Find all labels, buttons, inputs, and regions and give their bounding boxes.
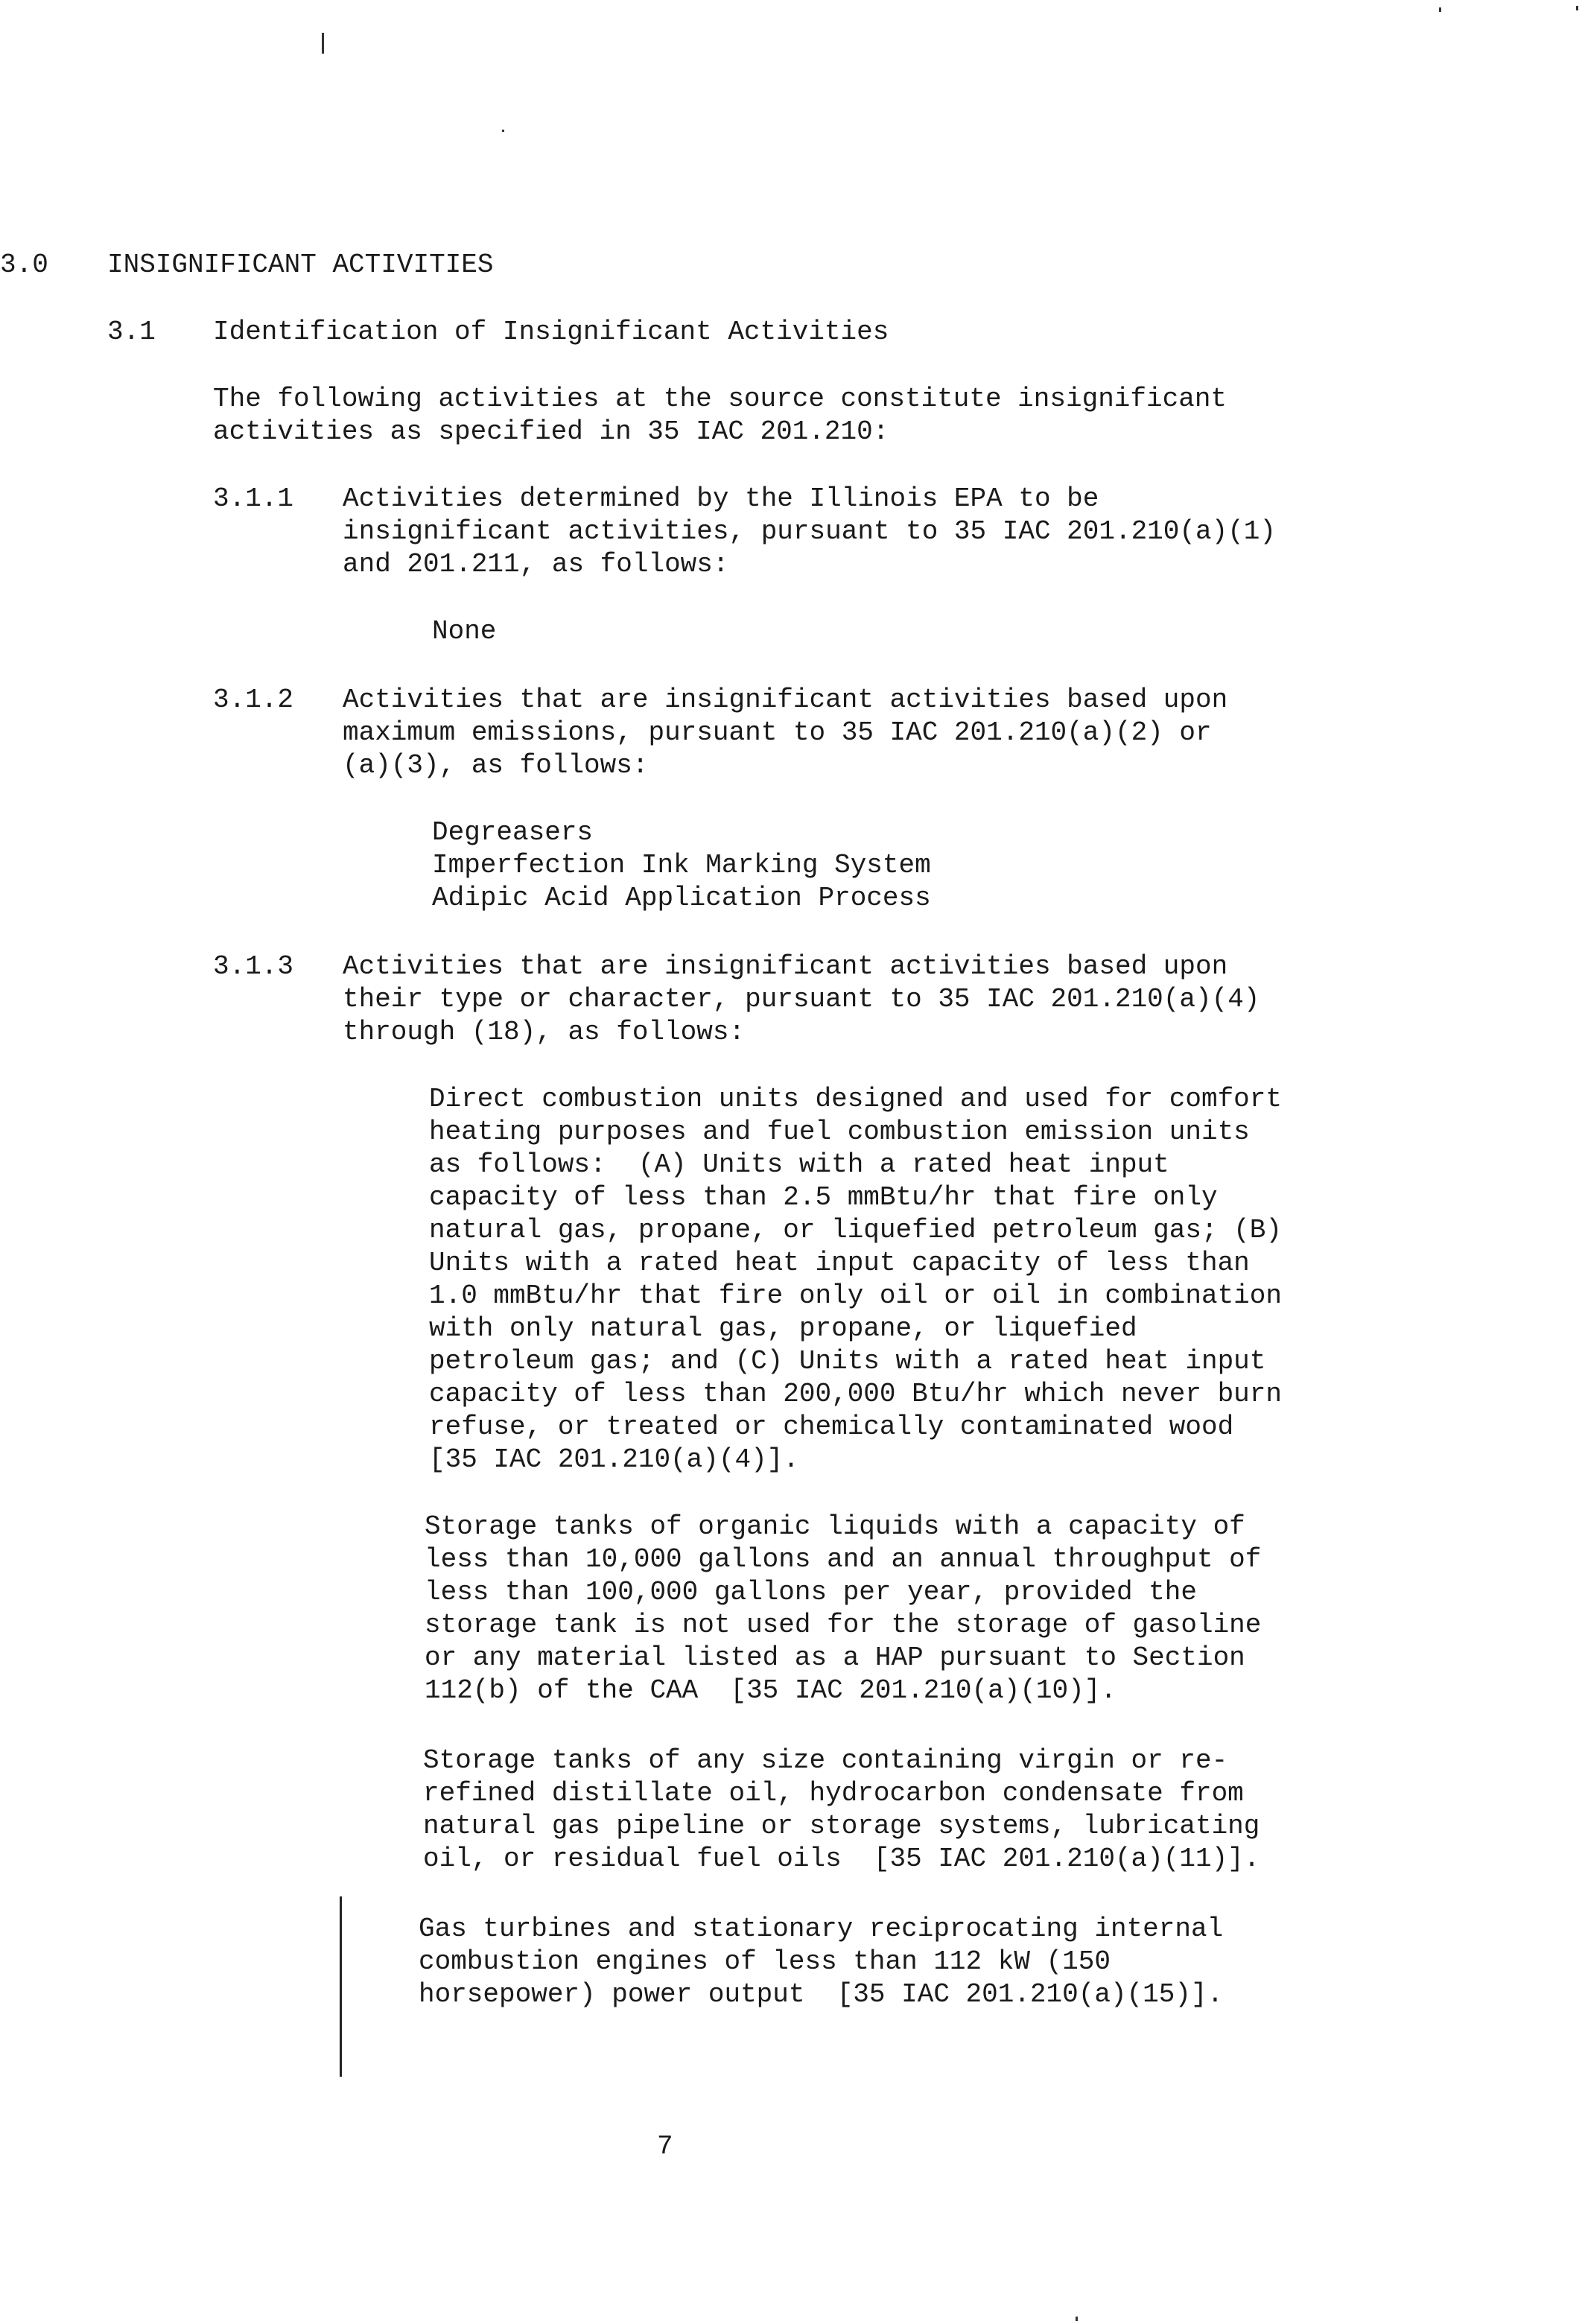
paragraph-line: as follows: (A) Units with a rated heat input xyxy=(429,1149,1169,1180)
item-number: 3.1.2 xyxy=(213,685,294,715)
paragraph-line: Direct combustion units designed and used for comfort xyxy=(429,1084,1282,1114)
item-text-line: and 201.211, as follows: xyxy=(343,549,729,580)
paragraph-distillate-storage-tanks xyxy=(423,1744,1260,1876)
paragraph-line: capacity of less than 2.5 mmBtu/hr that fire only xyxy=(429,1182,1218,1213)
paragraph-line: less than 10,000 gallons and an annual throughput of xyxy=(425,1544,1262,1575)
paragraph-line: combustion engines of less than 112 kW (150 xyxy=(419,1946,1111,1977)
section-number: 3.0 xyxy=(0,250,48,280)
paragraph-combustion-units xyxy=(429,1083,1282,1476)
paragraph-organic-storage-tanks xyxy=(425,1511,1261,1707)
paragraph-line: Storage tanks of organic liquids with a capacity of xyxy=(425,1511,1245,1542)
scan-mark xyxy=(1076,2317,1078,2321)
paragraph-line: Units with a rated heat input capacity of less than xyxy=(429,1248,1250,1278)
item-text xyxy=(343,950,1260,1049)
paragraph-line: 112(b) of the CAA [35 IAC 201.210(a)(10)]. xyxy=(425,1675,1117,1706)
paragraph-line: natural gas, propane, or liquefied petroleum gas; (B) xyxy=(429,1215,1282,1245)
paragraph-line: horsepower) power output [35 IAC 201.210(a)(15)]. xyxy=(419,1979,1224,2010)
paragraph-line: heating purposes and fuel combustion emission units xyxy=(429,1117,1250,1147)
list-item: None xyxy=(432,616,497,647)
scan-mark xyxy=(1576,6,1578,10)
scan-mark xyxy=(1439,7,1441,12)
item-text-line: their type or character, pursuant to 35 IAC 201.210(a)(4) xyxy=(343,984,1260,1015)
intro-paragraph xyxy=(213,383,1227,448)
paragraph-line: less than 100,000 gallons per year, provided the xyxy=(425,1577,1197,1607)
scan-mark xyxy=(502,130,504,132)
paragraph-line: storage tank is not used for the storage of gasoline xyxy=(425,1610,1262,1640)
intro-line: activities as specified in 35 IAC 201.210: xyxy=(213,416,889,447)
subsection-title: Identification of Insignificant Activities xyxy=(213,317,889,347)
activity-list xyxy=(432,816,931,915)
item-text-line: maximum emissions, pursuant to 35 IAC 201.210(a)(2) or xyxy=(343,717,1212,748)
scan-mark xyxy=(322,33,324,54)
item-text-line: Activities determined by the Illinois EPA to be xyxy=(343,483,1099,514)
item-text-line: Activities that are insignificant activities based upon xyxy=(343,951,1228,982)
item-text-line: through (18), as follows: xyxy=(343,1017,746,1047)
item-text xyxy=(343,684,1227,782)
item-text-line: Activities that are insignificant activities based upon xyxy=(343,685,1228,715)
intro-line: The following activities at the source constitute insignificant xyxy=(213,384,1227,414)
paragraph-line: Storage tanks of any size containing virgin or re- xyxy=(423,1745,1228,1776)
paragraph-line: natural gas pipeline or storage systems, lubricating xyxy=(423,1811,1260,1841)
paragraph-line: refined distillate oil, hydrocarbon condensate from xyxy=(423,1778,1244,1809)
paragraph-line: refuse, or treated or chemically contaminated wood xyxy=(429,1412,1234,1442)
paragraph-gas-turbines xyxy=(419,1913,1223,2011)
revision-bar xyxy=(340,1896,342,2077)
item-number: 3.1.3 xyxy=(213,951,294,982)
list-item: Adipic Acid Application Process xyxy=(432,883,931,913)
paragraph-line: [35 IAC 201.210(a)(4)]. xyxy=(429,1444,799,1475)
paragraph-line: oil, or residual fuel oils [35 IAC 201.210(a)(11)]. xyxy=(423,1844,1260,1874)
paragraph-line: with only natural gas, propane, or liquefied xyxy=(429,1313,1137,1344)
subsection-number: 3.1 xyxy=(107,317,156,347)
section-title: INSIGNIFICANT ACTIVITIES xyxy=(107,250,494,280)
item-text-line: insignificant activities, pursuant to 35 IAC 201.210(a)(1) xyxy=(343,516,1277,547)
paragraph-line: or any material listed as a HAP pursuant to Section xyxy=(425,1642,1245,1673)
page-number: 7 xyxy=(657,2131,673,2162)
list-item: Imperfection Ink Marking System xyxy=(432,850,931,880)
list-item: Degreasers xyxy=(432,817,594,848)
paragraph-line: petroleum gas; and (C) Units with a rated heat input xyxy=(429,1346,1266,1377)
paragraph-line: Gas turbines and stationary reciprocating internal xyxy=(419,1914,1224,1944)
item-text-line: (a)(3), as follows: xyxy=(343,750,649,781)
paragraph-line: 1.0 mmBtu/hr that fire only oil or oil in combination xyxy=(429,1280,1282,1311)
item-text xyxy=(343,483,1276,581)
paragraph-line: capacity of less than 200,000 Btu/hr which never burn xyxy=(429,1379,1282,1409)
item-number: 3.1.1 xyxy=(213,483,294,514)
